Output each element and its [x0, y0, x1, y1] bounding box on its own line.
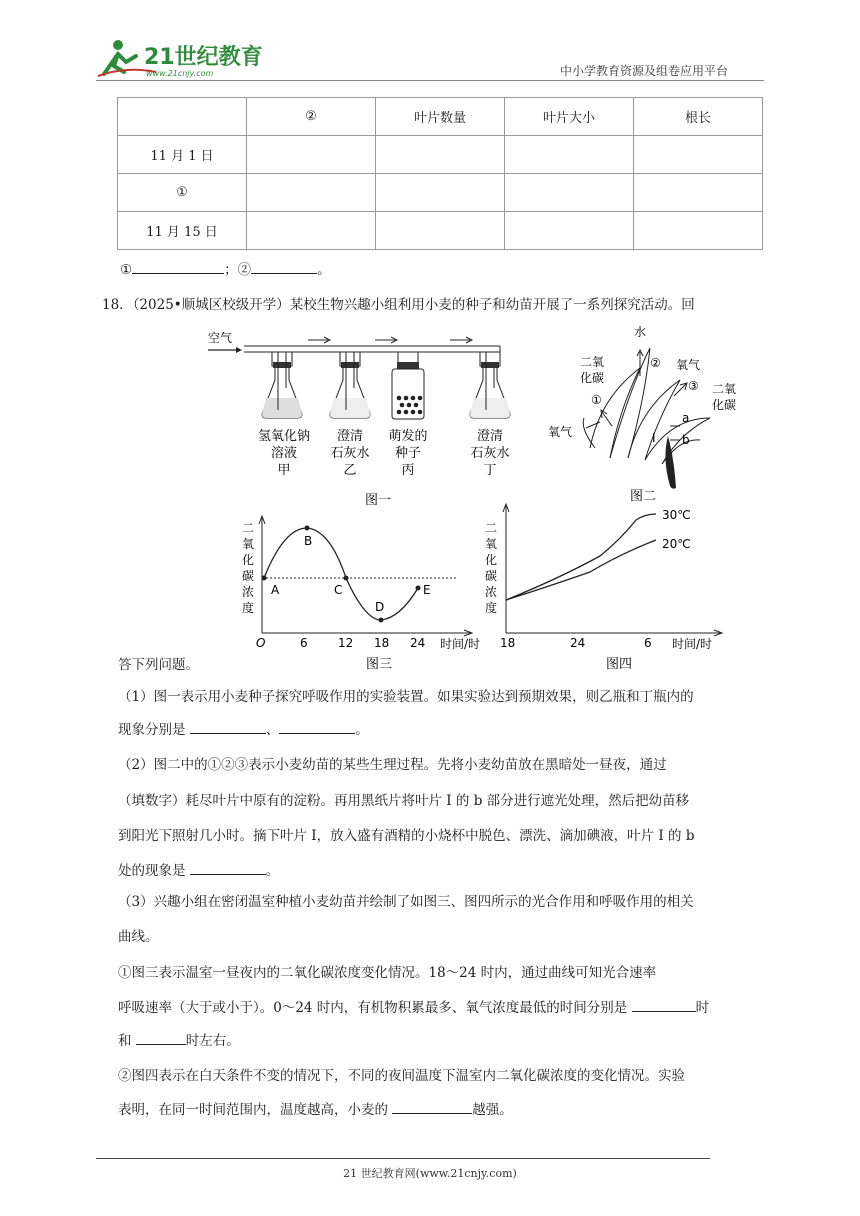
q18-part3-line7 [118, 1099, 513, 1120]
fig3-y-axis [259, 516, 265, 633]
answer-blank-2[interactable] [251, 259, 317, 274]
table-cell [505, 136, 634, 174]
table-cell: 11 月 15 日 [118, 212, 247, 250]
q18-part2-line2: （填数字）耗尽叶片中原有的淀粉。再用黑纸片将叶片 I 的 b 部分进行遮光处理，然后把幼苗移 [118, 793, 690, 809]
header-divider [96, 80, 764, 81]
figure-1-caption: 图一 [364, 493, 392, 508]
part3-and: 和 [118, 1033, 132, 1049]
part2-end: 。 [265, 863, 280, 879]
q18-part2-line4 [118, 860, 279, 881]
part-b-label: b [682, 433, 690, 447]
fig3-ylabel-char: 碳 [241, 569, 255, 583]
part3-blank-2[interactable] [136, 1030, 186, 1045]
bottle-jia [262, 352, 302, 418]
table-cell: 根长 [634, 98, 763, 136]
table-row [118, 98, 763, 136]
q18-intro [102, 295, 695, 315]
co2-label-1: 二氧 [580, 355, 605, 369]
table-cell [505, 174, 634, 212]
bottle-yi [330, 352, 370, 418]
bottle-yi-label-1: 澄清 [336, 429, 364, 444]
table-cell [376, 136, 505, 174]
fig4-ylabel-char: 浓 [484, 585, 498, 599]
table-cell: ① [118, 174, 247, 212]
bottle-jia-label-3: 甲 [277, 463, 291, 478]
fig3-ylabel-char: 二 [241, 521, 255, 535]
fig4-xtick: 6 [644, 636, 652, 650]
table-cell [247, 136, 376, 174]
water-label: 水 [634, 325, 647, 339]
part1-text: 现象分别是 [118, 722, 186, 738]
q18-part2-line3: 到阳光下照射几小时。摘下叶片 I，放入盛有酒精的小烧杯中脱色、漂洗、滴加碘液，叶片 I 的 b [118, 828, 695, 844]
shaded-leaf-b [665, 436, 676, 489]
figure-1-apparatus [208, 330, 510, 508]
fig3-xlabel: 时间/时 [440, 637, 481, 651]
oxygen-left-label: 氧气 [548, 425, 573, 439]
part2-blank[interactable] [190, 860, 266, 875]
fig4-ylabel-char: 二 [484, 521, 498, 535]
bottle-yi-label-3: 乙 [343, 463, 357, 478]
fig4-xtick: 24 [570, 636, 586, 650]
q18-part3-line2: 曲线。 [118, 929, 159, 945]
co2-right-label-1: 二氧 [712, 382, 737, 396]
figure-2-plant [548, 324, 736, 504]
part3-unit: 时 [695, 1000, 710, 1016]
record-table [117, 97, 763, 250]
part1-blank-1[interactable] [190, 719, 266, 734]
fig3-x-axis [262, 630, 472, 636]
fig3-ylabel [242, 521, 254, 615]
fig3-curve [264, 528, 418, 620]
table-cell [634, 212, 763, 250]
fig3-point [262, 576, 267, 581]
part1-end: 。 [355, 722, 369, 738]
q18-part3-line6: ②图四表示在白天条件不变的情况下，不同的夜间温度下温室内二氧化碳浓度的变化情况。实验 [118, 1068, 685, 1084]
fig4-series-30 [506, 514, 656, 600]
co2-label-2: 化碳 [580, 371, 605, 385]
question-intro: （2025•顺城区校级开学）某校生物兴趣小组利用小麦的种子和幼苗开展了一系列探究活动。回 [132, 297, 695, 313]
q18-part2-line1: （2）图二中的①②③表示小麦幼苗的某些生理过程。先将小麦幼苗放在黑暗处一昼夜，通过 [118, 757, 667, 773]
answer-label-2: ② [237, 262, 252, 278]
table-cell [118, 98, 247, 136]
fig4-xlabel: 时间/时 [672, 637, 713, 651]
answer-separator: ； [224, 262, 238, 278]
bottle-jia-label-2: 溶液 [270, 446, 298, 461]
process-3-label: ③ [688, 379, 699, 393]
table-cell: 叶片大小 [505, 98, 634, 136]
bottle-jia-label-1: 氢氧化钠 [257, 429, 311, 444]
part3-text-2: 表明，在同一时间范围内，温度越高，小麦的 [118, 1102, 388, 1118]
fig3-point [344, 576, 349, 581]
process-1-label: ① [591, 393, 602, 407]
part3-blank-3[interactable] [392, 1099, 472, 1114]
fig3-point-label: A [271, 583, 280, 597]
fig3-point-label: D [375, 600, 385, 614]
q18-part1-line2 [118, 719, 369, 740]
table-cell: 叶片数量 [376, 98, 505, 136]
co2-right-label-2: 化碳 [712, 398, 737, 412]
bottle-bing-label-3: 丙 [401, 463, 415, 478]
fig3-ylabel-char: 化 [241, 553, 255, 567]
part2-text: 处的现象是 [118, 863, 186, 879]
bottle-ding-label-1: 澄清 [476, 429, 504, 444]
q18-part3-line1: （3）兴趣小组在密闭温室种植小麦幼苗并绘制了如图三、图四所示的光合作用和呼吸作用的相关 [118, 894, 694, 910]
part3-blank-1[interactable] [632, 997, 696, 1012]
q18-part1-line1: （1）图一表示用小麦种子探究呼吸作用的实验装置。如果实验达到预期效果，则乙瓶和丁瓶内的 [118, 689, 694, 705]
fig3-point-label: C [334, 583, 343, 597]
fig3-point [379, 618, 384, 623]
bottle-bing [392, 352, 424, 419]
answer-blank-1[interactable] [132, 259, 224, 274]
fig4-x-axis [506, 630, 722, 636]
table-cell: 11 月 1 日 [118, 136, 247, 174]
answer-line [120, 259, 331, 280]
part3-text: 呼吸速率（大于或小于）。0～24 时内，有机物积累最多、氧气浓度最低的时间分别是 [118, 1000, 628, 1016]
fig4-y-axis [503, 504, 509, 633]
bottle-bing-label-1: 萌发的 [388, 429, 428, 444]
figure-2-caption: 图二 [630, 489, 657, 504]
part1-blank-2[interactable] [279, 719, 355, 734]
process-2-label: ② [650, 356, 661, 370]
figure-3-chart [242, 516, 480, 672]
fig3-xtick: 18 [374, 636, 390, 650]
pipe [244, 346, 500, 352]
fig4-ylabel-char: 氧 [484, 537, 498, 551]
leaf-I-label: I [652, 431, 656, 445]
table-row [118, 174, 763, 212]
footer-divider [96, 1158, 710, 1159]
logo-text: 21世纪教育 [144, 45, 263, 70]
figure-4-caption: 图四 [606, 657, 633, 672]
table-cell [247, 174, 376, 212]
logo-url: www.21cnjy.com [146, 69, 214, 78]
fig3-ylabel-char: 氧 [241, 537, 255, 551]
table-cell [634, 136, 763, 174]
bottle-yi-label-2: 石灰水 [330, 446, 370, 461]
oxygen-right-label: 氧气 [676, 358, 701, 372]
q18-part3-line5 [118, 1030, 240, 1051]
air-label: 空气 [208, 331, 233, 345]
fig4-ylabel-char: 碳 [484, 569, 498, 583]
figure-3-caption: 图三 [366, 657, 393, 672]
table-cell: ② [247, 98, 376, 136]
fig4-series-label: 30℃ [662, 508, 691, 522]
fig3-xtick: 6 [300, 636, 308, 650]
footer: 21 世纪教育网(www.21cnjy.com) [343, 1167, 517, 1180]
part-a-label: a [682, 411, 690, 425]
table-cell [376, 212, 505, 250]
fig3-origin: O [256, 636, 266, 650]
part3-unit-2: 时左右。 [185, 1033, 240, 1049]
q18-intro-cont: 答下列问题。 [118, 657, 199, 673]
fig3-ylabel-char: 浓 [241, 585, 255, 599]
fig3-point [416, 586, 421, 591]
answer-label-1: ① [120, 262, 133, 278]
fig4-series-label: 20℃ [662, 537, 691, 551]
fig4-xtick: 18 [500, 636, 516, 650]
table-cell [376, 174, 505, 212]
table-cell [505, 212, 634, 250]
part1-sep: 、 [265, 722, 280, 738]
fig4-ylabel-char: 化 [484, 553, 498, 567]
platform-title: 中小学教育资源及组卷应用平台 [560, 64, 729, 78]
bottle-ding [470, 346, 510, 418]
fig3-point [305, 526, 310, 531]
fig4-ylabel-char: 度 [484, 601, 498, 615]
bottle-ding-label-2: 石灰水 [470, 446, 510, 461]
fig4-ylabel [485, 521, 497, 615]
fig3-point-label: E [423, 583, 431, 597]
fig3-xtick: 12 [338, 636, 354, 650]
q18-part3-line3: ①图三表示温室一昼夜内的二氧化碳浓度变化情况。18～24 时内，通过曲线可知光合速率 [118, 965, 657, 981]
table-cell [247, 212, 376, 250]
table-row [118, 136, 763, 174]
logo [96, 36, 266, 80]
figure-4-chart [485, 504, 722, 672]
runner-logo-icon [96, 36, 266, 80]
bottle-bing-label-2: 种子 [394, 446, 422, 461]
figures [200, 318, 770, 676]
table-row [118, 212, 763, 250]
part3-end: 越强。 [472, 1102, 513, 1118]
fig3-ylabel-char: 度 [241, 601, 255, 615]
question-number: 18． [102, 297, 133, 313]
answer-end: 。 [317, 262, 331, 278]
bottle-ding-label-3: 丁 [483, 463, 497, 478]
table-cell [634, 174, 763, 212]
fig3-point-label: B [304, 534, 313, 548]
fig3-xtick: 24 [410, 636, 426, 650]
q18-part3-line4 [118, 997, 709, 1018]
